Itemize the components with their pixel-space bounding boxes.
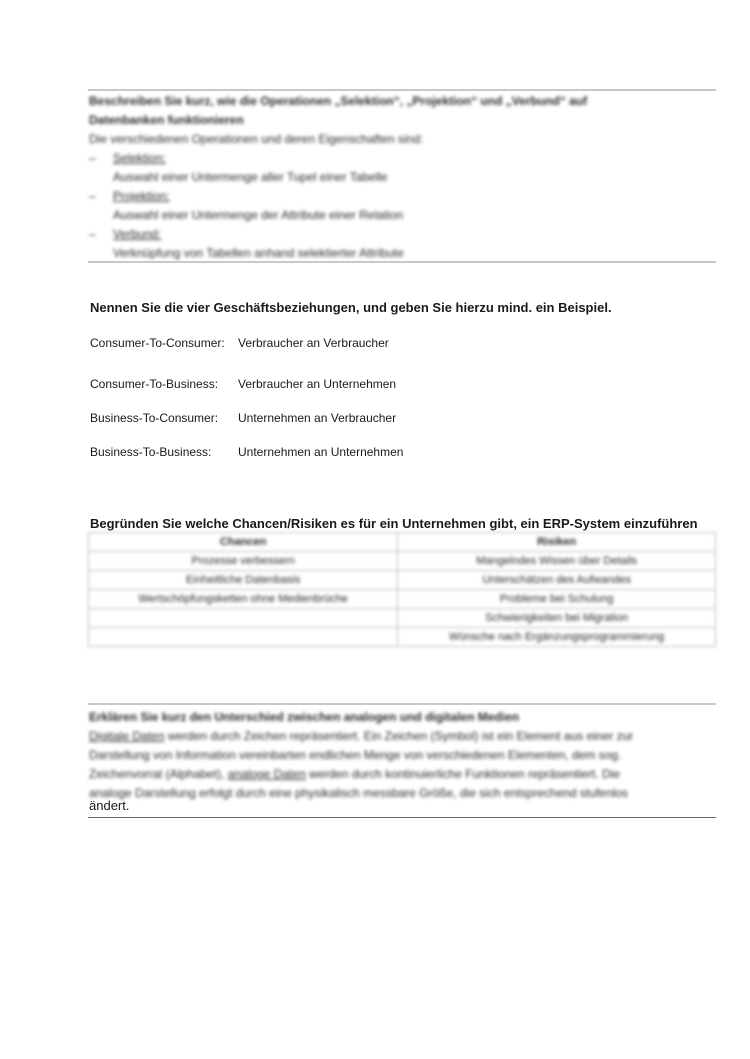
list-item: – Projektion:: [89, 187, 709, 206]
section1-intro: Die verschiedenen Operationen und deren Eigenschaften sind:: [89, 132, 424, 146]
pair-key: Business-To-Consumer:: [90, 411, 219, 425]
table-row: [89, 609, 716, 628]
section4-title: Erklären Sie kurz den Unterschied zwischen analogen und digitalen Medien: [89, 710, 520, 724]
table-row: [89, 628, 716, 647]
section4-top-rule: [88, 703, 716, 705]
section4-tail: ändert.: [89, 798, 130, 813]
section4-line3: [89, 765, 715, 784]
pair-key: Consumer-To-Business:: [90, 377, 219, 391]
term-verbund: Verbund:: [113, 227, 162, 241]
table-cell: Probleme bei Schulung: [398, 590, 716, 609]
table-cell: Schwierigkeiten bei Migration: [398, 609, 716, 628]
list-item: – Selektion:: [89, 149, 709, 168]
erp-table: [88, 532, 716, 647]
table-cell: Wertschöpfungsketten ohne Medienbrüche: [89, 590, 398, 609]
section4-line3-start: Zeichenvorrat (Alphabet),: [89, 767, 228, 781]
table-row: [89, 590, 716, 609]
pair-value: Unternehmen an Unternehmen: [238, 445, 404, 459]
section1-title-line1: Beschreiben Sie kurz, wie die Operationen „Selektion“, „Projektion“ und „Verbund“ auf: [89, 94, 588, 108]
section2-title: Nennen Sie die vier Geschäftsbeziehungen, und geben Sie hierzu mind. ein Beispiel.: [90, 300, 612, 315]
table-header-row: [89, 533, 716, 552]
pair-key: Business-To-Business:: [90, 445, 212, 459]
section4-line3-text: werden durch kontinuierliche Funktionen repräsentiert. Die: [305, 767, 620, 781]
term-selektion: Selektion:: [113, 151, 166, 165]
table-cell: Prozesse verbessern: [89, 552, 398, 571]
section4-line1: [89, 727, 715, 746]
section1-top-rule: [88, 89, 716, 91]
section4-line2: Darstellung von Information vereinbarten endlichen Menge von verschiedenen Elementen, dem sog.: [89, 748, 622, 762]
pair-value: Verbraucher an Verbraucher: [238, 336, 389, 350]
section4-bottom-rule: [88, 817, 716, 818]
table-cell: Mangelndes Wissen über Details: [398, 552, 716, 571]
column-header-chancen: Chancen: [89, 533, 398, 552]
term-digital: Digitale Daten: [89, 729, 165, 743]
list-item: – Verbund:: [89, 225, 709, 244]
section4-line1-text: werden durch Zeichen repräsentiert. Ein Zeichen (Symbol) ist ein Element aus einer zur: [164, 729, 634, 743]
section3-title: Begründen Sie welche Chancen/Risiken es für ein Unternehmen gibt, ein ERP-System einzuführen: [90, 516, 698, 531]
pair-value: Verbraucher an Unternehmen: [238, 377, 397, 391]
term-projektion: Projektion:: [113, 189, 170, 203]
desc-verbund: Verknüpfung von Tabellen anhand selektierter Attribute: [113, 246, 404, 260]
desc-selektion: Auswahl einer Untermenge aller Tupel einer Tabelle: [113, 170, 388, 184]
section1-title-line2: Datenbanken funktionieren: [89, 113, 244, 127]
table-cell: [89, 609, 398, 628]
table-cell: Einheitliche Datenbasis: [89, 571, 398, 590]
table-row: [89, 571, 716, 590]
table-cell: Unterschätzen des Aufwandes: [398, 571, 716, 590]
term-analog: analoge Daten: [227, 767, 306, 781]
pair-value: Unternehmen an Verbraucher: [238, 411, 397, 425]
section1-bottom-rule: [88, 261, 716, 263]
section4-media: [89, 708, 715, 803]
table-cell: [89, 628, 398, 647]
table-cell: Wünsche nach Ergänzungsprogrammierung: [398, 628, 716, 647]
section4-line4: analoge Darstellung erfolgt durch eine physikalisch messbare Größe, die sich entsprechend stufenlos: [89, 786, 628, 800]
desc-projektion: Auswahl einer Untermenge der Attribute einer Relation: [113, 208, 404, 222]
column-header-risiken: Risiken: [398, 533, 716, 552]
table-row: [89, 552, 716, 571]
section1-operations: [89, 92, 709, 263]
pair-key: Consumer-To-Consumer:: [90, 336, 225, 350]
